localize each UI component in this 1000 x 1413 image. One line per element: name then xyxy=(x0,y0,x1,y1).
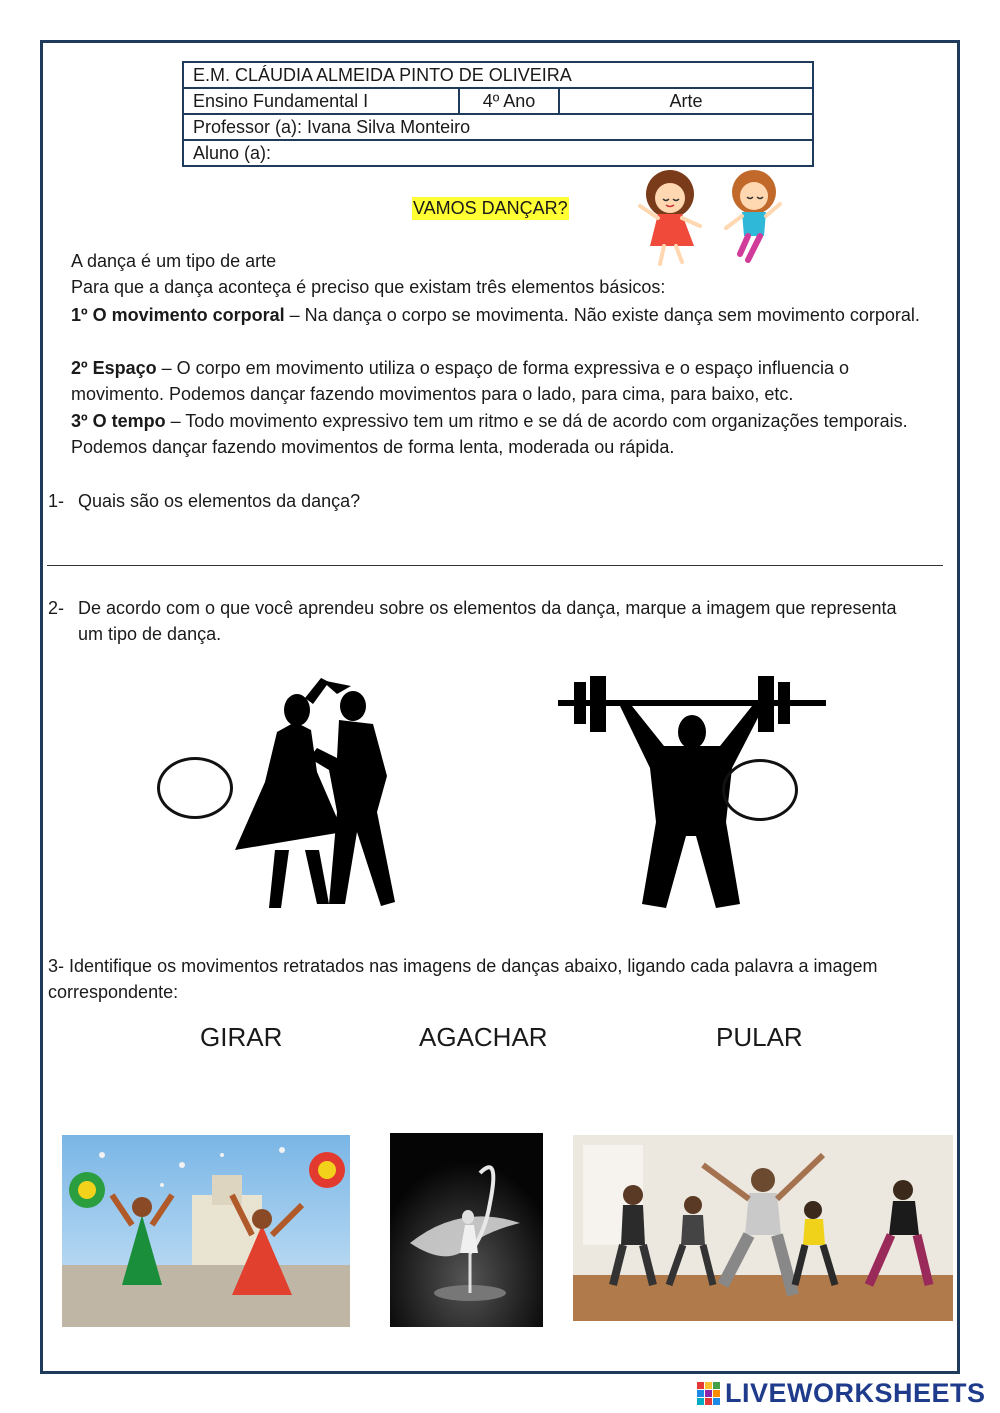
photo-festival-dancers[interactable] xyxy=(62,1135,350,1327)
element-1-label: 1º O movimento corporal xyxy=(71,305,285,325)
element-3-label: 3º O tempo xyxy=(71,411,166,431)
question-3-text: 3- Identifique os movimentos retratados nas imagens de danças abaixo, ligando cada palavra a imagem correspondente: xyxy=(48,956,878,1002)
element-3-text: – Todo movimento expressivo tem um ritmo e se dá de acordo com organizações temporais. Podemos dançar fazendo movimentos de forma lenta, moderada ou rápida. xyxy=(71,411,908,457)
element-2-label: 2º Espaço xyxy=(71,358,157,378)
student-name-field[interactable]: Aluno (a): xyxy=(183,140,813,166)
question-2-number: 2- xyxy=(48,598,65,618)
word-girar[interactable]: GIRAR xyxy=(200,1022,283,1052)
question-1-answer-line[interactable] xyxy=(47,565,943,566)
intro-line-2: Para que a dança aconteça é preciso que existam três elementos básicos: xyxy=(71,277,666,297)
liveworksheets-logo[interactable] xyxy=(697,1378,986,1409)
element-1-paragraph xyxy=(71,302,941,328)
question-1-number: 1- xyxy=(48,491,65,511)
teacher-name: Professor (a): Ivana Silva Monteiro xyxy=(183,114,813,140)
element-2-paragraph xyxy=(71,355,941,407)
subject: Arte xyxy=(559,88,813,114)
answer-circle-dance[interactable] xyxy=(157,757,233,819)
element-1-text: – Na dança o corpo se movimenta. Não existe dança sem movimento corporal. xyxy=(284,305,920,325)
header-table xyxy=(182,61,814,167)
question-2-text: De acordo com o que você aprendeu sobre os elementos da dança, marque a imagem que representa um tipo de dança. xyxy=(78,598,897,644)
word-agachar[interactable]: AGACHAR xyxy=(419,1022,548,1052)
word-pular[interactable]: PULAR xyxy=(716,1022,803,1052)
answer-circle-weightlifting[interactable] xyxy=(722,759,798,821)
grade: 4º Ano xyxy=(459,88,559,114)
girl-blue-shirt-icon xyxy=(726,170,780,260)
question-1-text: Quais são os elementos da dança? xyxy=(78,491,361,511)
liveworksheets-grid-icon xyxy=(697,1382,721,1406)
page-title: VAMOS DANÇAR? xyxy=(413,198,568,218)
photo-dance-class[interactable] xyxy=(573,1135,953,1321)
school-level: Ensino Fundamental I xyxy=(183,88,459,114)
dancing-couple-silhouette xyxy=(225,672,415,917)
element-3-paragraph xyxy=(71,408,941,460)
liveworksheets-logo-text: LIVEWORKSHEETS xyxy=(725,1378,986,1408)
intro-line-1: A dança é um tipo de arte xyxy=(71,251,277,271)
photo-ballet-spin[interactable] xyxy=(390,1133,543,1327)
school-name: E.M. CLÁUDIA ALMEIDA PINTO DE OLIVEIRA xyxy=(183,62,813,88)
element-2-text: – O corpo em movimento utiliza o espaço de forma expressiva e o espaço influencia o movimento. Podemos dançar fazendo movimentos para o lado, para cima, para baixo, etc. xyxy=(71,358,849,404)
